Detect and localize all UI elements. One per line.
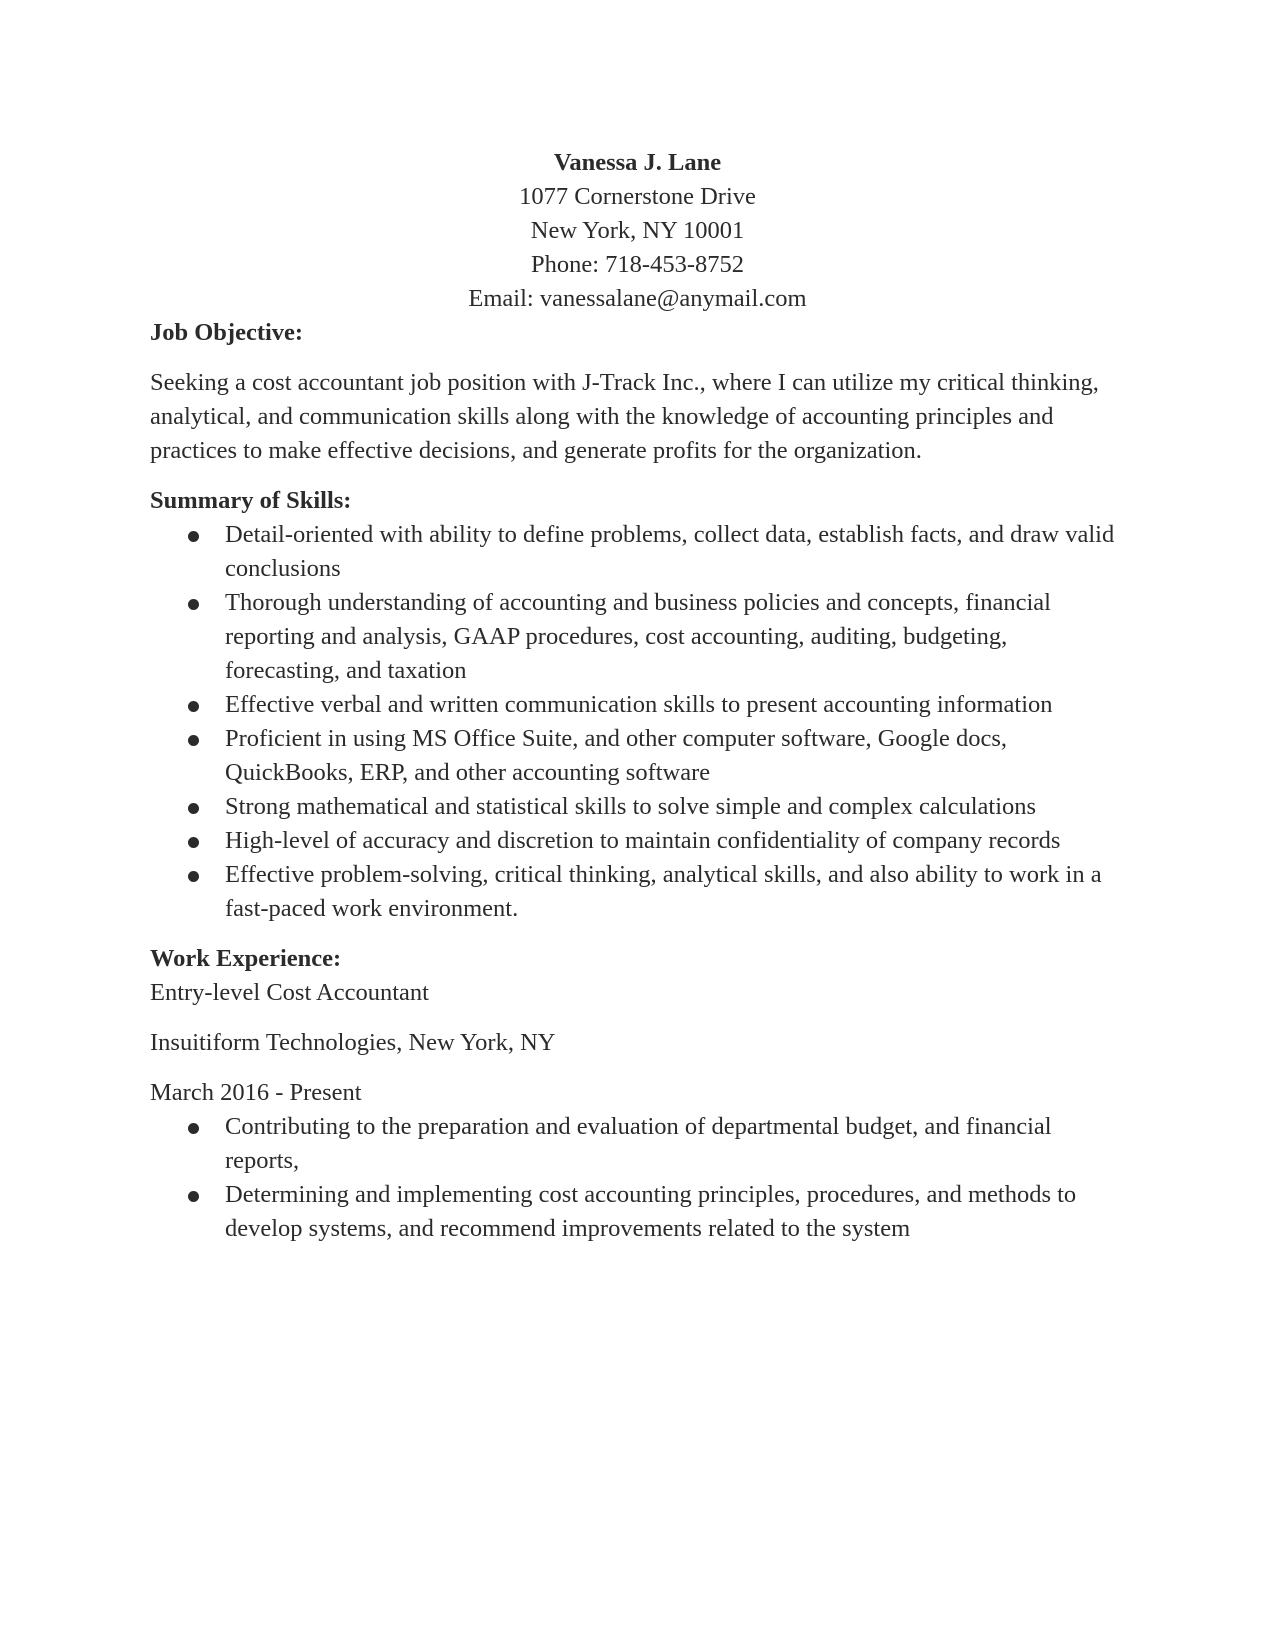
skills-heading: Summary of Skills: xyxy=(150,487,352,514)
skills-list xyxy=(150,518,1125,926)
bullet-icon xyxy=(188,803,199,814)
bullet-icon xyxy=(188,735,199,746)
employment-dates: March 2016 - Present xyxy=(150,1079,362,1106)
skill-item xyxy=(150,688,1125,722)
duty-text: Determining and implementing cost accounting principles, procedures, and methods to develop systems, and recommend improvements related to the system xyxy=(225,1181,1077,1242)
bullet-icon xyxy=(188,1191,199,1202)
bullet-icon xyxy=(188,1123,199,1134)
bullet-icon xyxy=(188,837,199,848)
resume-content xyxy=(150,146,1125,1246)
duties-list xyxy=(150,1110,1125,1246)
skill-item xyxy=(150,790,1125,824)
duty-item xyxy=(150,1110,1125,1178)
duty-item xyxy=(150,1178,1125,1246)
address-line-2: New York, NY 10001 xyxy=(530,217,745,244)
phone-number: Phone: 718-453-8752 xyxy=(531,251,744,278)
experience-heading: Work Experience: xyxy=(150,945,342,972)
skill-text: Strong mathematical and statistical skills to solve simple and complex calculations xyxy=(225,793,1037,820)
skill-text: Effective verbal and written communication skills to present accounting information xyxy=(225,691,1053,718)
contact-header xyxy=(150,146,1125,316)
skill-item xyxy=(150,858,1125,926)
skill-text: Thorough understanding of accounting and business policies and concepts, financial reporting and analysis, GAAP procedures, cost accounting, auditing, budgeting, forecasting, and taxation xyxy=(225,589,1051,684)
company-name: Insuitiform Technologies, New York, NY xyxy=(150,1029,556,1056)
skill-text: Proficient in using MS Office Suite, and other computer software, Google docs, QuickBooks, ERP, and other accounting software xyxy=(225,725,1008,786)
skill-item xyxy=(150,586,1125,688)
skill-text: Effective problem-solving, critical thinking, analytical skills, and also ability to work in a fast-paced work environment. xyxy=(225,861,1102,922)
bullet-icon xyxy=(188,871,199,882)
candidate-name: Vanessa J. Lane xyxy=(553,149,722,176)
bullet-icon xyxy=(188,531,199,542)
address-line-1: 1077 Cornerstone Drive xyxy=(519,183,756,210)
duty-text: Contributing to the preparation and evaluation of departmental budget, and financial reports, xyxy=(225,1113,1052,1174)
skill-text: Detail-oriented with ability to define problems, collect data, establish facts, and draw valid conclusions xyxy=(225,521,1115,582)
skill-item xyxy=(150,824,1125,858)
bullet-icon xyxy=(188,599,199,610)
objective-heading: Job Objective: xyxy=(150,319,304,346)
job-title: Entry-level Cost Accountant xyxy=(150,979,429,1006)
skill-text: High-level of accuracy and discretion to maintain confidentiality of company records xyxy=(225,827,1061,854)
skill-item xyxy=(150,722,1125,790)
bullet-icon xyxy=(188,701,199,712)
skill-item xyxy=(150,518,1125,586)
objective-text: Seeking a cost accountant job position with J-Track Inc., where I can utilize my critical thinking, analytical, and communication skills along with the knowledge of accounting principles and practices to make effective decisions, and generate profits for the organization. xyxy=(150,369,1099,464)
email-address: Email: vanessalane@anymail.com xyxy=(468,285,807,312)
